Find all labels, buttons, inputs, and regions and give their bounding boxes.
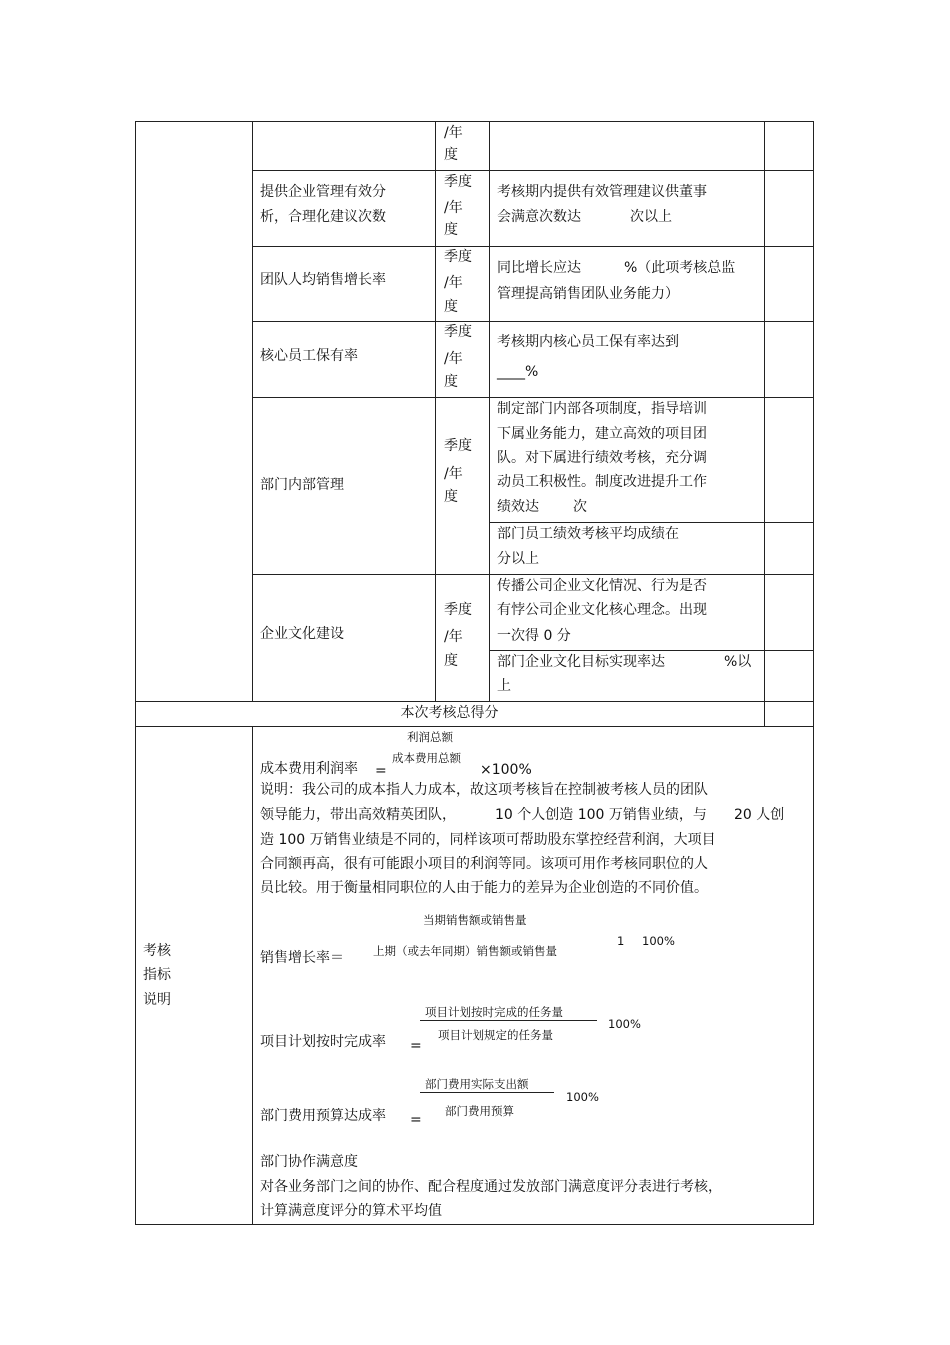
formula-name: 项目计划按时完成率: [260, 1034, 386, 1050]
formula-percent: 100%: [608, 1017, 641, 1031]
notes-label: 说明: [143, 992, 171, 1008]
standard-text: 分以上: [497, 551, 539, 567]
cooperation-title: 部门协作满意度: [260, 1154, 358, 1170]
period-text: 度: [444, 374, 458, 390]
col-divider-1: [252, 121, 253, 701]
period-text: 季度: [444, 324, 472, 340]
period-text: 季度: [444, 249, 472, 265]
col-divider-3: [489, 121, 490, 701]
standard-text: 部门企业文化目标实现率达: [497, 654, 665, 670]
standard-text: ____%: [497, 364, 539, 380]
standard-text: 上: [497, 678, 511, 694]
table-border-bottom: [135, 1224, 814, 1225]
standard-text: 次以上: [630, 209, 672, 225]
period-text: /年: [444, 275, 463, 291]
formula-denominator: 部门费用预算: [445, 1104, 514, 1118]
standard-text: 同比增长应达: [497, 260, 581, 276]
period-text: 度: [444, 489, 458, 505]
col-divider-4: [764, 121, 765, 726]
formula-equals: =: [410, 1112, 422, 1128]
period-text: 度: [444, 653, 458, 669]
indicator-name: 核心员工保有率: [260, 348, 358, 364]
standard-text: 制定部门内部各项制度，指导培训: [497, 401, 707, 417]
indicator-name: 团队人均销售增长率: [260, 272, 386, 288]
standard-text: 次: [573, 499, 587, 515]
period-text: /年: [444, 351, 463, 367]
formula-percent: 100%: [566, 1090, 599, 1104]
period-text: /年: [444, 200, 463, 216]
period-text: 季度: [444, 174, 472, 190]
cooperation-text: 计算满意度评分的算术平均值: [260, 1203, 442, 1219]
standard-text: 部门员工绩效考核平均成绩在: [497, 526, 679, 542]
explanation-line: 合同额再高，很有可能跟小项目的利润等同。该项可用作考核同职位的人: [260, 856, 708, 872]
explanation-line: 20 人创: [734, 807, 785, 823]
standard-text: 队。对下属进行绩效考核，充分调: [497, 450, 707, 466]
standard-text: 有悖公司企业文化核心理念。出现: [497, 602, 707, 618]
row-line: [252, 321, 814, 322]
formula-denominator: 上期（或去年同期）销售额或销售量: [373, 944, 557, 958]
notes-divider: [252, 726, 253, 1224]
explanation-line: 说明：我公司的成本指人力成本，故这项考核旨在控制被考核人员的团队: [260, 782, 708, 798]
fraction-bar: [420, 1092, 554, 1093]
table-border-right: [813, 121, 814, 1225]
formula-denominator: 项目计划规定的任务量: [438, 1028, 553, 1042]
formula-name: 成本费用利润率: [260, 761, 358, 777]
period-text: 季度: [444, 602, 472, 618]
standard-text: 下属业务能力，建立高效的项目团: [497, 426, 707, 442]
formula-equals: =: [375, 763, 387, 779]
explanation-line: 领导能力，带出高效精英团队，: [260, 807, 456, 823]
notes-label: 指标: [143, 967, 171, 983]
formula-name: 销售增长率＝: [260, 950, 344, 966]
explanation-line: 造 100 万销售业绩是不同的，同样该项可帮助股东掌控经营利润，大项目: [260, 832, 716, 848]
standard-text: 管理提高销售团队业务能力）: [497, 286, 679, 302]
formula-numerator: 利润总额: [407, 730, 453, 744]
fraction-bar: [420, 1020, 597, 1021]
standard-text: 动员工积极性。制度改进提升工作: [497, 474, 707, 490]
row-line: [252, 246, 814, 247]
formula-denominator: 成本费用总额: [392, 751, 461, 765]
formula-numerator: 项目计划按时完成的任务量: [425, 1005, 563, 1019]
indicator-name: 提供企业管理有效分: [260, 184, 386, 200]
explanation-line: 员比较。用于衡量相同职位的人由于能力的差异为企业创造的不同价值。: [260, 880, 708, 896]
period-text: /年: [444, 466, 463, 482]
indicator-name: 析，合理化建议次数: [260, 209, 386, 225]
standard-text: %以: [724, 654, 752, 670]
formula-name: 部门费用预算达成率: [260, 1108, 386, 1124]
total-score-label: 本次考核总得分: [400, 705, 499, 721]
standard-text: 考核期内核心员工保有率达到: [497, 334, 679, 350]
standard-text: 传播公司企业文化情况、行为是否: [497, 578, 707, 594]
standard-text: 绩效达: [497, 499, 539, 515]
notes-label: 考核: [143, 943, 171, 959]
cooperation-text: 对各业务部门之间的协作、配合程度通过发放部门满意度评分表进行考核，: [260, 1179, 722, 1195]
formula-numerator: 部门费用实际支出额: [425, 1077, 529, 1091]
formula-percent: 100%: [642, 934, 675, 948]
standard-text: 会满意次数达: [497, 209, 581, 225]
explanation-line: 10 个人创造 100 万销售业绩，与: [495, 807, 707, 823]
period-text: 度: [444, 147, 458, 163]
standard-text: 一次得 0 分: [497, 628, 571, 644]
formula-multiplier: ×100%: [480, 762, 532, 778]
period-text: 季度: [444, 438, 472, 454]
row-line: [252, 170, 814, 171]
period-text: 度: [444, 222, 458, 238]
standard-text: 考核期内提供有效管理建议供董事: [497, 184, 707, 200]
table-border-top: [135, 121, 814, 122]
period-text: /年: [444, 629, 463, 645]
table-border-left: [135, 121, 136, 1225]
formula-equals: =: [410, 1038, 422, 1054]
period-text: /年: [444, 125, 463, 141]
standard-text: %（此项考核总监: [624, 260, 736, 276]
formula-one: 1: [617, 934, 625, 948]
indicator-name: 部门内部管理: [260, 477, 344, 493]
row-line: [135, 726, 814, 727]
formula-numerator: 当期销售额或销售量: [423, 913, 527, 927]
col-divider-2: [435, 121, 436, 701]
period-text: 度: [444, 299, 458, 315]
indicator-name: 企业文化建设: [260, 626, 344, 642]
